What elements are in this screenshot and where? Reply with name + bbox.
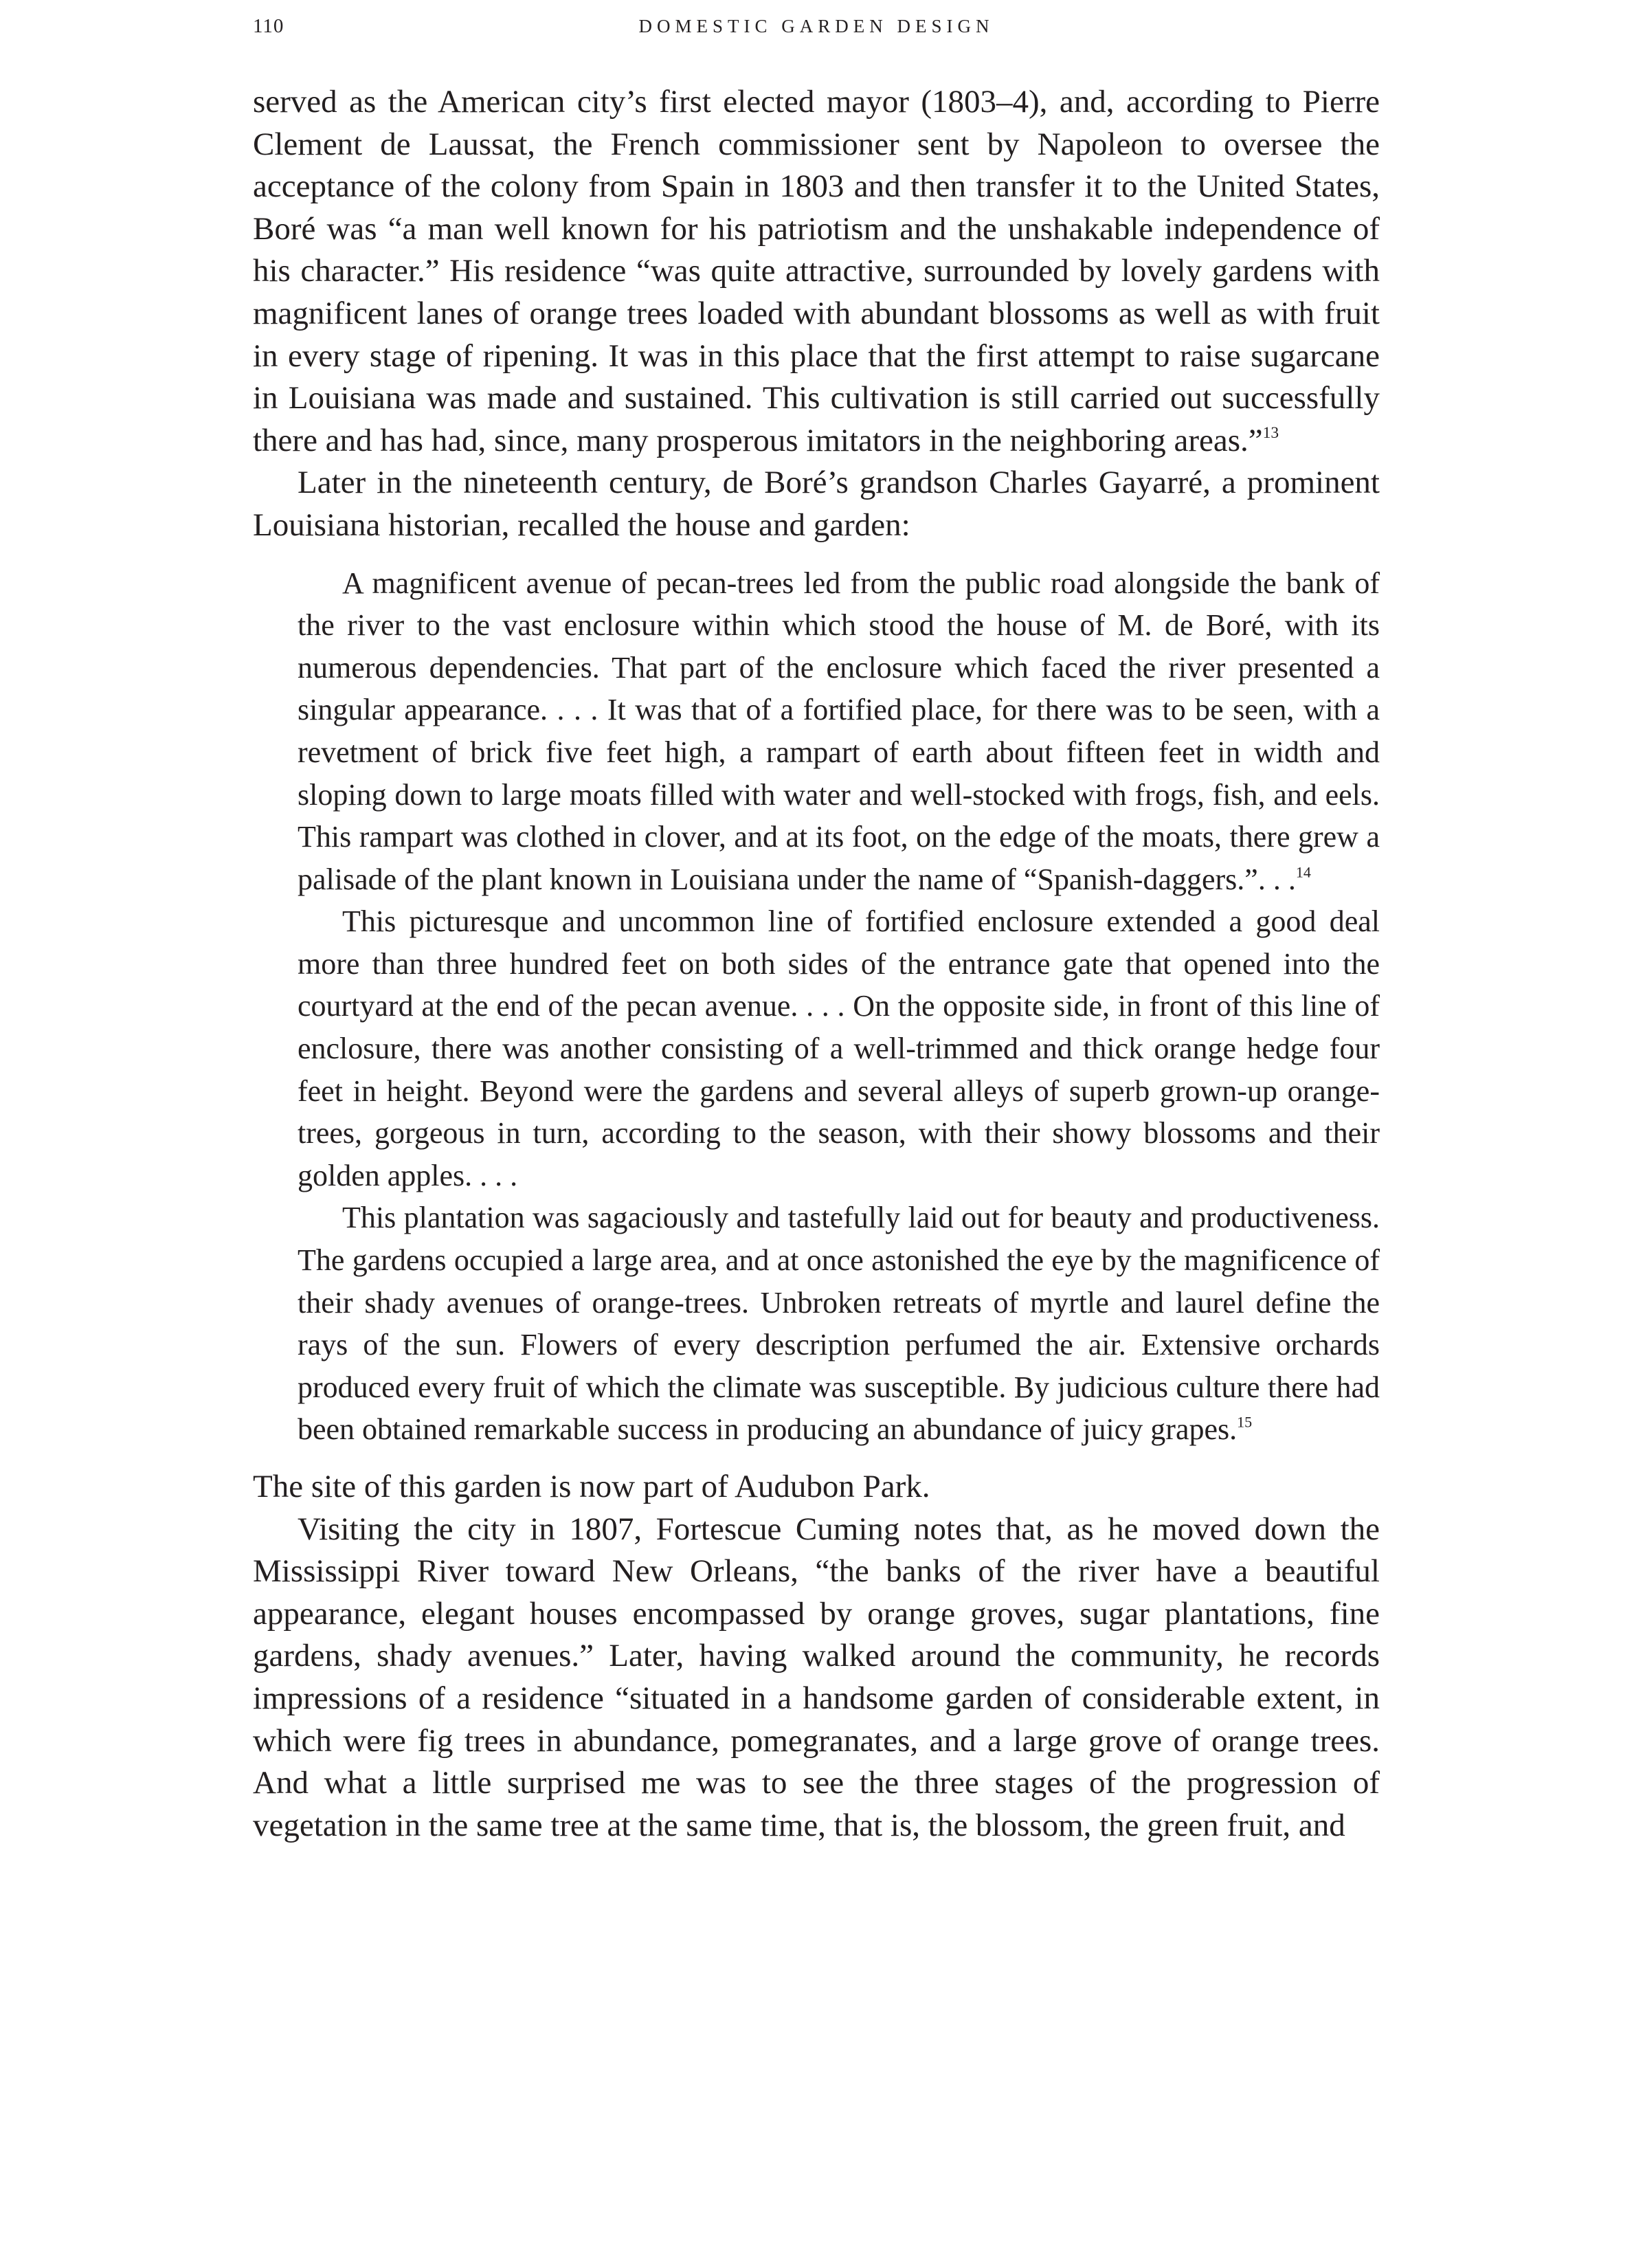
paragraph: Visiting the city in 1807, Fortescue Cuming notes that, as he moved down the Mississippi River toward New Orleans, “the banks of the river have a beautiful appearance, elegant houses encompassed by orange groves, sugar plantations, fine gardens, shady avenues.” Later, having walked around the community, he records impressions of a residence “situated in a handsome garden of considerable extent, in which were fig trees in abundance, pomegranates, and a large grove of orange trees. And what a little surprised me was to see the three stages of the progression of vegetation in the same tree at the same time, that is, the blossom, the green fruit, and	[253, 1511, 1380, 1843]
page-number: 110	[253, 15, 284, 37]
block-quote	[298, 562, 1380, 1451]
paragraph: The site of this garden is now part of Audubon Park.	[253, 1469, 930, 1504]
quote-paragraph: This picturesque and uncommon line of fortified enclosure extended a good deal more than three hundred feet on both sides of the entrance gate that opened into the courtyard at the end of the pecan avenue. . . . On the opposite side, in front of this line of enclosure, there was another consisting of a well-trimmed and thick orange hedge four feet in height. Beyond were the gardens and several alleys of superb grown-up orange-trees, gorgeous in turn, according to the season, with their showy blossoms and their golden apples. . . .	[298, 904, 1380, 1192]
body-text	[253, 81, 1380, 1847]
running-head	[253, 12, 1380, 40]
paragraph-continued	[253, 81, 1380, 462]
quote-text: A magnificent avenue of pecan-trees led from the public road alongside the bank of the river to the vast enclosure within which stood the house of M. de Boré, with its numerous dependencies. That part of the enclosure which faced the river presented a singular appearance. . . . It was that of a fortified place, for there was to be seen, with a revetment of brick five feet high, a rampart of earth about fifteen feet in width and sloping down to large moats filled with water and well-stocked with frogs, fish, and eels. This rampart was clothed in clover, and at its foot, on the edge of the moats, there grew a palisade of the plant known in Louisiana under the name of “Spanish-daggers.”. . .	[298, 566, 1380, 896]
quote-paragraph	[298, 562, 1380, 901]
footnote-ref: 15	[1237, 1413, 1253, 1431]
footnote-ref: 14	[1295, 863, 1311, 881]
quote-text: This plantation was sagaciously and tastefully laid out for beauty and productiveness. The gardens occupied a large area, and at once astonished the eye by the magnificence of their shady avenues of orange-trees. Unbroken retreats of myrtle and laurel define the rays of the sun. Flowers of every description perfumed the air. Extensive orchards produced every fruit of which the climate was susceptible. By judicious culture there had been obtained remarkable success in producing an abundance of juicy grapes.	[298, 1201, 1380, 1447]
paragraph-text: served as the American city’s first elected mayor (1803–4), and, according to Pierre Clement de Laussat, the French commissioner sent by Napoleon to oversee the acceptance of the colony from Spain in 1803 and then transfer it to the United States, Boré was “a man well known for his patriotism and the unshakable independence of his character.” His residence “was quite attractive, surrounded by lovely gardens with magnificent lanes of orange trees loaded with abundant blossoms as well as with fruit in every stage of ripening. It was in this place that the first attempt to raise sugarcane in Louisiana was made and sustained. This cultivation is still carried out successfully there and has had, since, many prosperous imitators in the neighboring areas.”	[253, 84, 1380, 458]
paragraph: Later in the nineteenth century, de Boré’s grandson Charles Gayarré, a prominent Louisiana historian, recalled the house and garden:	[253, 465, 1380, 543]
footnote-ref: 13	[1262, 423, 1279, 442]
quote-paragraph	[298, 1197, 1380, 1451]
running-head-title: DOMESTIC GARDEN DESIGN	[638, 16, 994, 36]
